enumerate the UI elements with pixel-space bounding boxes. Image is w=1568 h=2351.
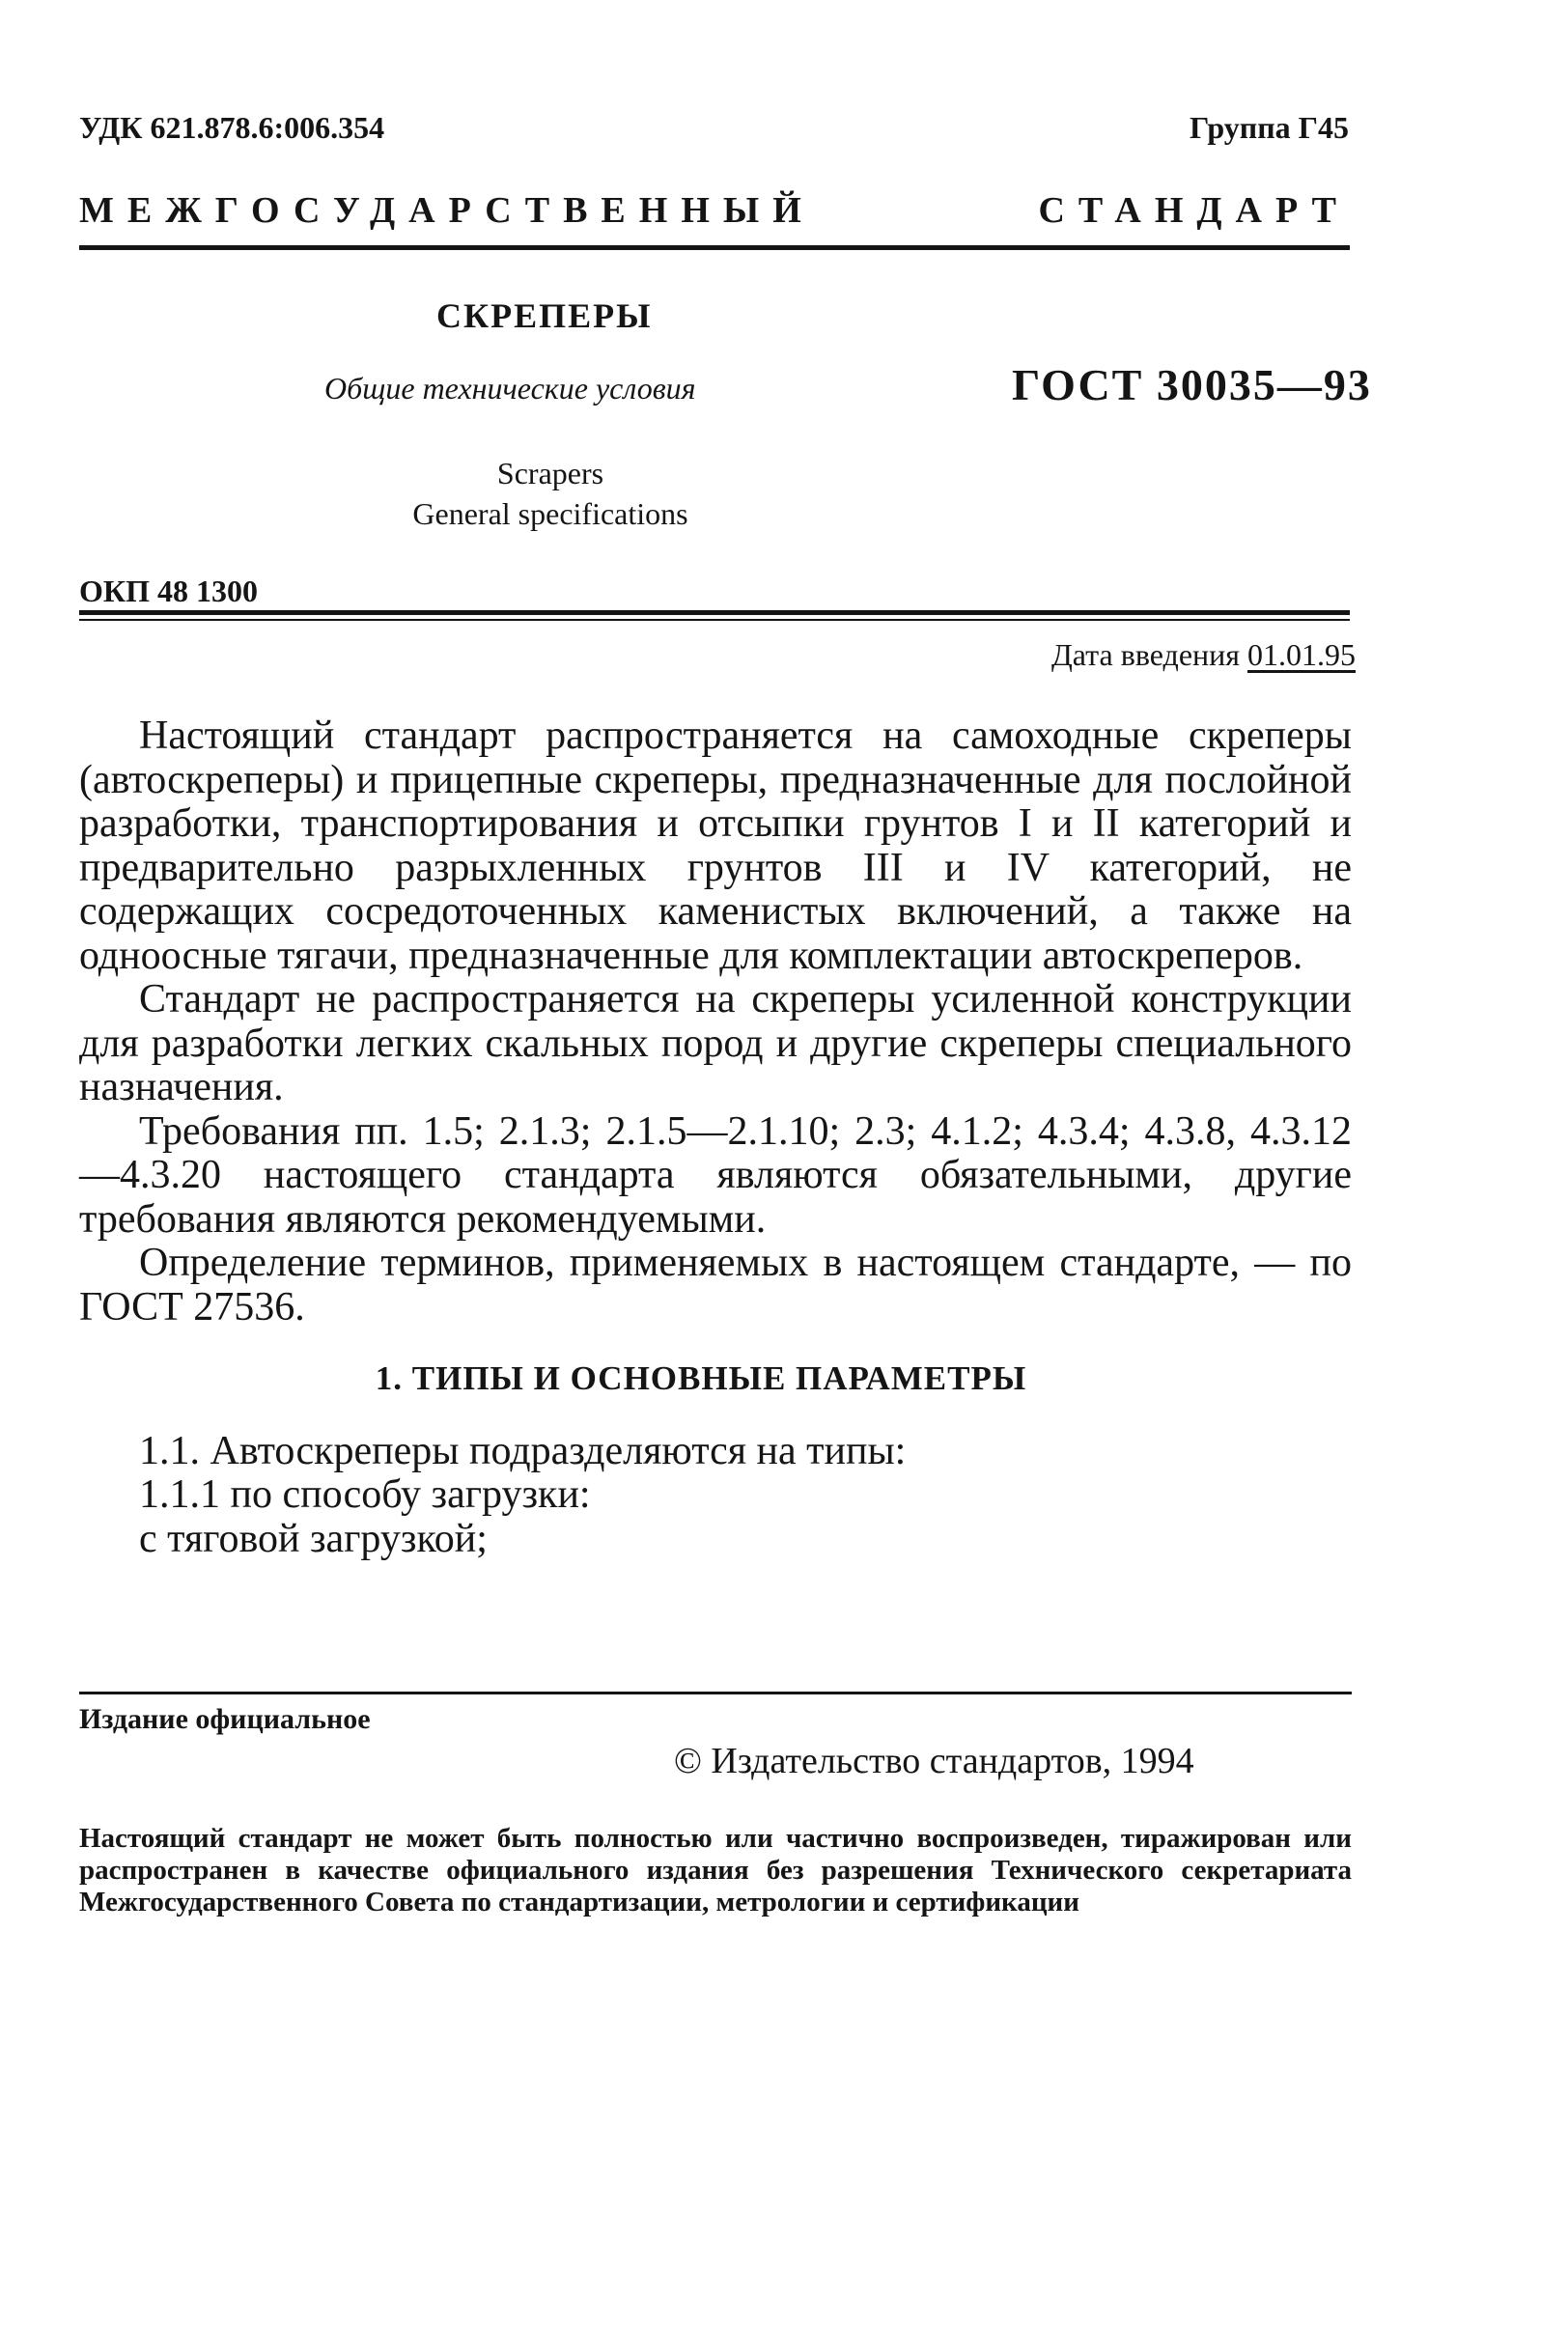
footer-divider <box>79 1692 1352 1694</box>
group-code: Группа Г45 <box>1190 110 1349 145</box>
section-heading: 1. ТИПЫ И ОСНОВНЫЕ ПАРАМЕТРЫ <box>375 1359 1027 1397</box>
standard-type-word-1: МЕЖГОСУДАРСТВЕННЫЙ <box>79 190 815 231</box>
list-item: с тяговой загрузкой; <box>139 1516 488 1561</box>
okp-divider <box>79 610 1350 615</box>
gost-number: ГОСТ 30035—93 <box>1012 360 1372 409</box>
publisher-copyright: © Издательство стандартов, 1994 <box>674 1741 1194 1781</box>
okp-code: ОКП 48 1300 <box>79 574 258 608</box>
edition-label: Издание официальное <box>79 1703 371 1735</box>
body-paragraph: Определение терминов, применяемых в настоящем стандарте, — по ГОСТ 27536. <box>79 1241 1352 1329</box>
document-title: СКРЕПЕРЫ <box>436 296 653 335</box>
date-value: 01.01.95 <box>1247 637 1356 672</box>
english-title: Scrapers <box>496 456 604 490</box>
reproduction-notice: Настоящий стандарт не может быть полностью или частично воспроизведен, тиражирован или распространен в качестве официального издания без разрешения Технического секретариата Межгосударственного Совета по стандартизации, метрологии и сертификации <box>79 1823 1352 1917</box>
standard-type-word-2: СТАНДАРТ <box>1038 190 1350 231</box>
body-paragraph: Требования пп. 1.5; 2.1.3; 2.1.5—2.1.10; 2.3; 4.1.2; 4.3.4; 4.3.8, 4.3.12—4.3.20 настоящего стандарта являются обязательными, другие требования являются рекомендуемыми. <box>79 1108 1352 1242</box>
okp-divider-thin <box>79 619 1350 621</box>
list-item: 1.1.1 по способу загрузки: <box>139 1472 591 1517</box>
body-paragraph: Стандарт не распространяется на скреперы усиленной конструкции для разработки легких скальных пород и другие скреперы специального назначения. <box>79 977 1352 1109</box>
header-divider <box>79 245 1350 250</box>
document-body <box>79 714 1352 1561</box>
english-subtitle: General specifications <box>412 496 688 531</box>
standard-type-banner <box>79 189 1350 232</box>
document-subtitle: Общие технические условия <box>324 371 696 406</box>
introduction-date <box>1051 637 1356 673</box>
date-label: Дата введения <box>1050 637 1240 672</box>
list-item: 1.1. Автоскреперы подразделяются на типы: <box>139 1428 907 1473</box>
body-paragraph: Настоящий стандарт распространяется на самоходные скреперы (автоскреперы) и прицепные скреперы, предназначенные для послойной разработки, транспортирования и отсыпки грунтов I и II категорий и предварительно разрыхленных грунтов III и IV категорий, не содержащих сосредоточенных каменистых включений, а также на одноосные тягачи, предназначенные для комплектации автоскреперов. <box>79 714 1352 978</box>
udk-code: УДК 621.878.6:006.354 <box>79 110 385 145</box>
